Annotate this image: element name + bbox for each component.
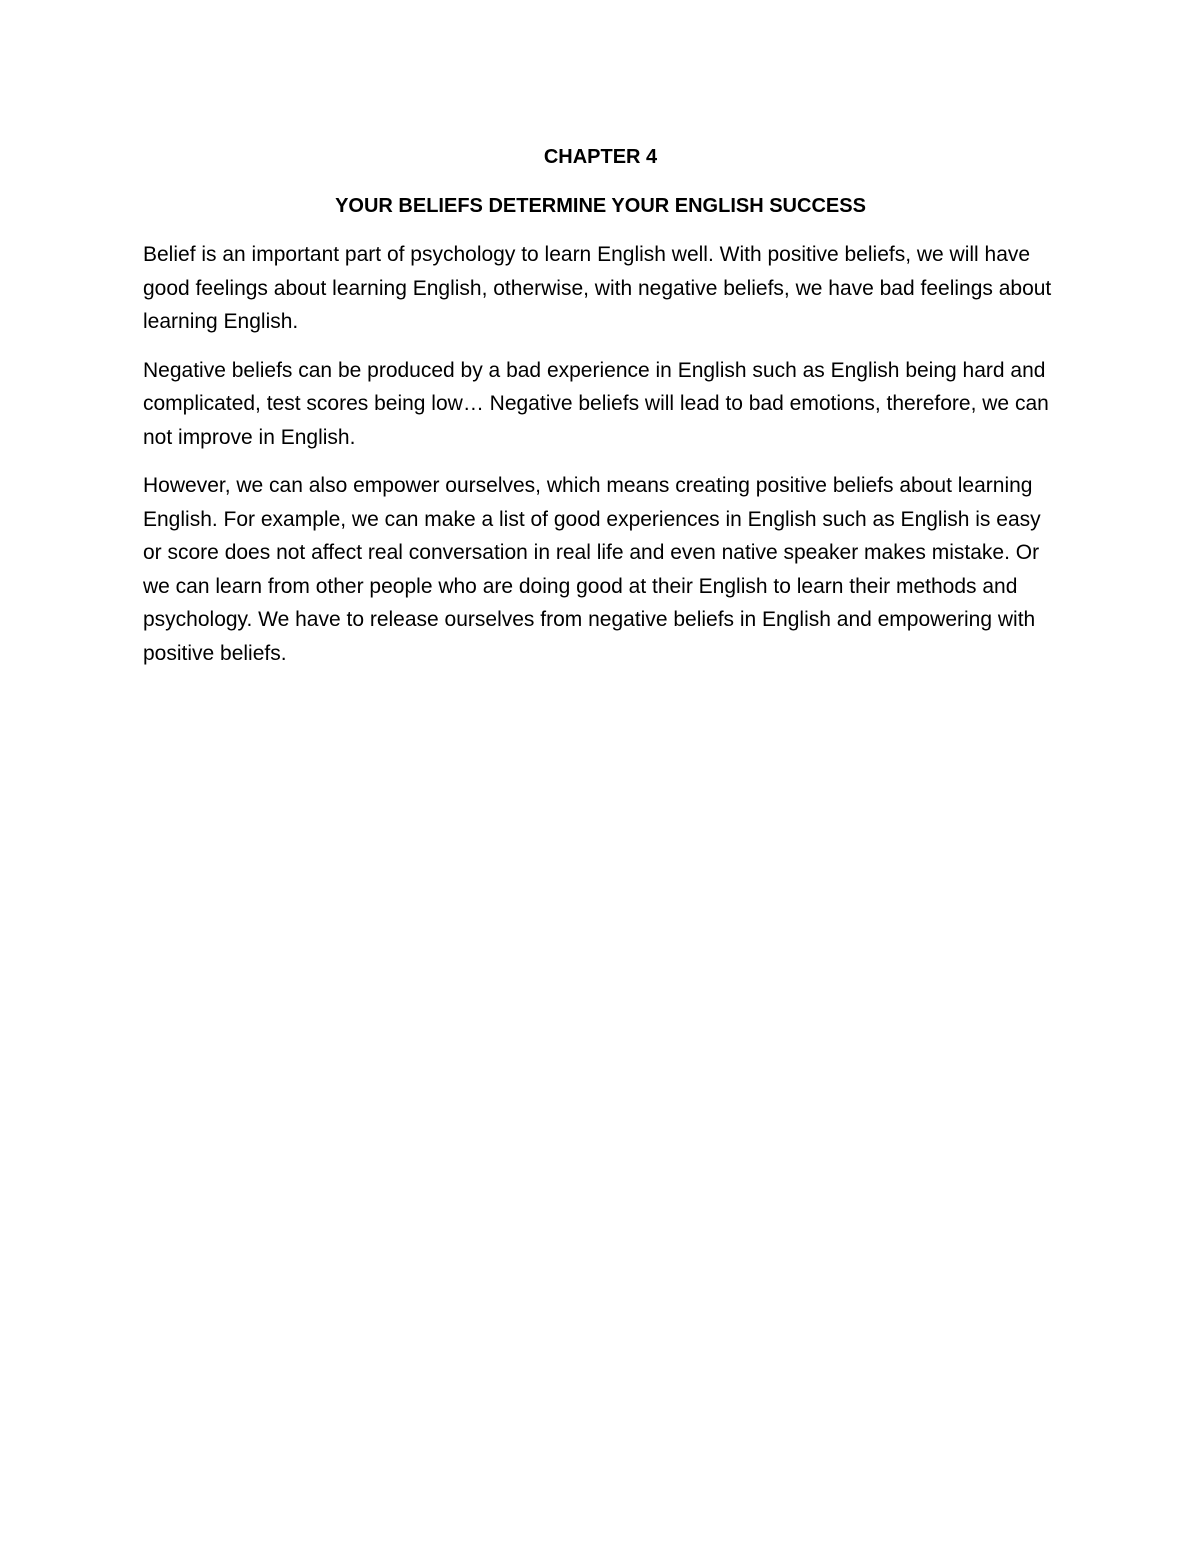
paragraph-1: Belief is an important part of psychology to learn English well. With positive beliefs, we will have good feelings about learning English, otherwise, with negative beliefs, we have bad feelings about learning English. [143,243,1052,333]
chapter-title: YOUR BELIEFS DETERMINE YOUR ENGLISH SUCCESS [335,195,866,217]
document-body [143,140,1058,685]
chapter-heading: CHAPTER 4 [543,146,658,168]
paragraph-3: However, we can also empower ourselves, which means creating positive beliefs about learning English. For example, we can make a list of good experiences in English such as English is easy or score does not affect real conversation in real life and even native speaker makes mistake. Or we can learn from other people who are doing good at their English to learn their methods and psychology. We have to release ourselves from negative beliefs in English and empowering with positive beliefs. [143,474,1041,665]
paragraph-2: Negative beliefs can be produced by a bad experience in English such as English being hard and complicated, test scores being low… Negative beliefs will lead to bad emotions, therefore, we can not improve in English. [143,358,1049,449]
